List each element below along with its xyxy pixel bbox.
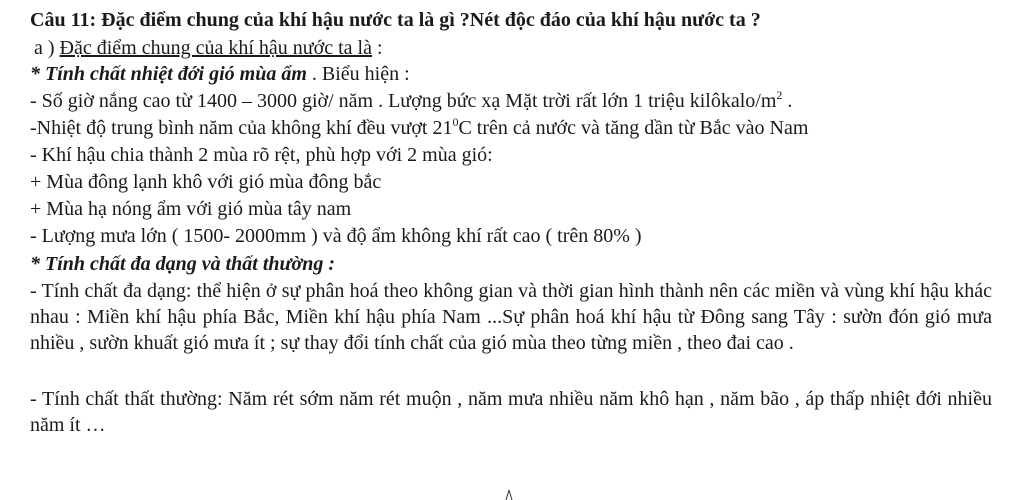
section-a-line bbox=[34, 36, 383, 60]
nhiet-doi-line-4: + Mùa đông lạnh khô với gió mùa đông bắc bbox=[30, 171, 382, 193]
line1-end: . bbox=[782, 90, 793, 112]
question-title: Câu 11: Đặc điểm chung của khí hậu nước ta là gì ?Nét độc đáo của khí hậu nước ta ? bbox=[30, 9, 761, 31]
section-a-suffix: : bbox=[371, 37, 383, 59]
degree-superscript: 0 bbox=[452, 115, 459, 129]
nhiet-doi-line-5: + Mùa hạ nóng ẩm với gió mùa tây nam bbox=[30, 198, 352, 220]
nhiet-doi-line-2 bbox=[30, 116, 808, 140]
nhiet-doi-heading-line bbox=[30, 62, 410, 86]
da-dang-paragraph-2: - Tính chất thất thường: Năm rét sớm năm rét muộn , năm mưa nhiều năm khô hạn , năm bão , áp thấp nhiệt đới nhiều năm ít … bbox=[30, 388, 992, 436]
line1-text: - Số giờ nắng cao từ 1400 – 3000 giờ/ năm . Lượng bức xạ Mặt trời rất lớn 1 triệu kilôkalo/m bbox=[30, 90, 777, 112]
cropped-previous-line bbox=[0, 0, 1024, 4]
da-dang-heading: * Tính chất đa dạng và thất thường : bbox=[30, 253, 335, 275]
cropped-mark bbox=[503, 488, 515, 500]
line2-text-a: -Nhiệt độ trung bình năm của không khí đều vượt 21 bbox=[30, 117, 453, 139]
section-a-heading: Đặc điểm chung của khí hậu nước ta là bbox=[59, 37, 372, 59]
nhiet-doi-heading-tail: . Biểu hiện : bbox=[306, 63, 410, 85]
nhiet-doi-line-6: - Lượng mưa lớn ( 1500- 2000mm ) và độ ẩm không khí rất cao ( trên 80% ) bbox=[30, 225, 642, 247]
line2-text-b: C trên cả nước và tăng dần từ Bắc vào Nam bbox=[458, 117, 809, 139]
da-dang-paragraph-1: - Tính chất đa dạng: thể hiện ở sự phân hoá theo không gian và thời gian hình thành nên các miền và vùng khí hậu khác nhau : Miền khí hậu phía Bắc, Miền khí hậu phía Nam ...Sự phân hoá khí hậu từ Đông sang Tây : sườn đón gió mưa nhiều , sườn khuất gió mưa ít ; sự thay đổi tính chất của gió mùa theo từng miền , theo đai cao . bbox=[30, 280, 992, 354]
nhiet-doi-line-1 bbox=[30, 89, 792, 113]
nhiet-doi-line-3: - Khí hậu chia thành 2 mùa rõ rệt, phù hợp với 2 mùa gió: bbox=[30, 144, 493, 166]
line1-superscript: 2 bbox=[776, 88, 783, 102]
section-a-prefix: a ) bbox=[34, 37, 60, 59]
nhiet-doi-heading: * Tính chất nhiệt đới gió mùa ẩm bbox=[30, 63, 307, 85]
